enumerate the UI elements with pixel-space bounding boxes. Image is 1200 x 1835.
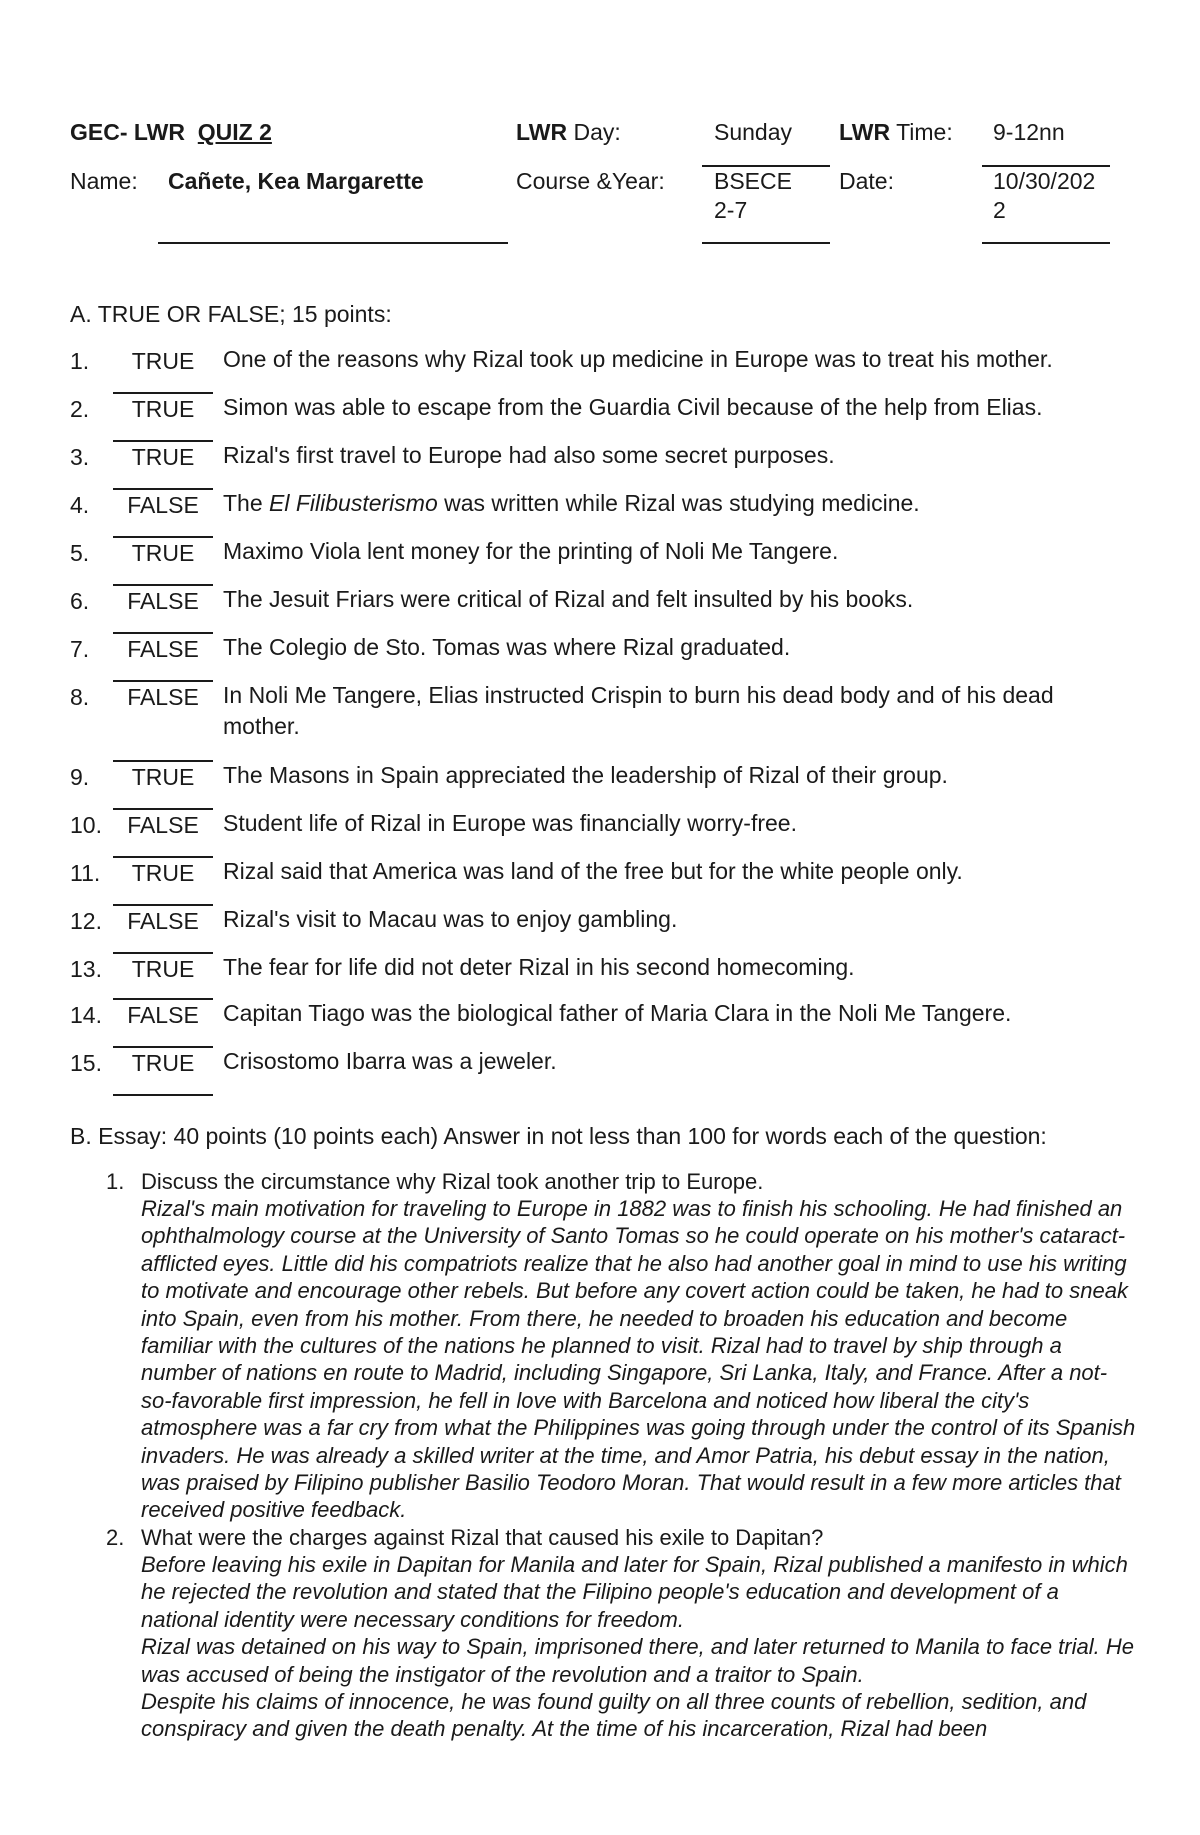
essay-question-2 <box>106 1524 1136 1743</box>
answer-underline <box>113 856 213 858</box>
statement: The Colegio de Sto. Tomas was where Rizal graduated. <box>223 634 791 660</box>
date-label: Date: <box>839 168 894 194</box>
item-number: 10. <box>70 812 102 838</box>
answer-underline <box>113 680 213 682</box>
answer-value: FALSE <box>127 1002 199 1028</box>
essay-answer-paragraph: Despite his claims of innocence, he was found guilty on all three counts of rebellion, sedition, and conspiracy and given the death penalty. At the time of his incarceration, Rizal had been <box>141 1688 1087 1742</box>
answer-underline <box>113 952 213 954</box>
answer-underline <box>113 392 213 394</box>
statement: Crisostomo Ibarra was a jeweler. <box>223 1048 557 1074</box>
quiz-label: QUIZ 2 <box>197 119 272 145</box>
statement: Rizal said that America was land of the free but for the white people only. <box>223 858 963 884</box>
item-number: 4. <box>70 492 90 518</box>
answer-underline <box>113 1094 213 1096</box>
answer-underline <box>113 998 213 1000</box>
essay-answer-paragraph: Before leaving his exile in Dapitan for Manila and later for Spain, Rizal published a manifesto in which he rejected the revolution and stated that the Filipino people's education and development of a national identity were necessary conditions for freedom. <box>141 1551 1128 1632</box>
answer-value: FALSE <box>127 492 199 518</box>
essay-question-text: Discuss the circumstance why Rizal took another trip to Europe. <box>141 1169 764 1194</box>
date-underline <box>982 242 1110 244</box>
essay-answer: Rizal's main motivation for traveling to Europe in 1882 was to finish his schooling. He had finished an ophthalmology course at the University of Santo Tomas so he could operate on his mother's cataract-afflicted eyes. Little did his compatriots realize that he also had another goal in mind to use his writing to motivate and encourage other rebels. But before any covert action could be taken, he had to sneak into Spain, even from his mother. From there, he needed to broaden his education and become familiar with the cultures of the nations he planned to visit. Rizal had to travel by ship through a number of nations en route to Madrid, including Singapore, Sri Lanka, Italy, and France. After a not-so-favorable first impression, he fell in love with Barcelona and noticed how liberal the city's atmosphere was a far cry from what the Philippines was going through under the control of its Spanish invaders. He was already a skilled writer at the time, and Amor Patria, his debut essay in the nation, was praised by Filipino publisher Basilio Teodoro Moran. That would result in a few more articles that received positive feedback. <box>141 1196 1136 1523</box>
answer-underline <box>113 488 213 490</box>
answer-underline <box>113 904 213 906</box>
answer-value: TRUE <box>131 444 195 470</box>
day-value: Sunday <box>714 119 793 145</box>
name-value: Cañete, Kea Margarette <box>168 168 424 194</box>
item-number: 12. <box>70 908 102 934</box>
answer-underline <box>113 440 213 442</box>
item-number: 1. <box>70 348 90 374</box>
item-number: 5. <box>70 540 90 566</box>
statement: Student life of Rizal in Europe was financially worry-free. <box>223 810 797 836</box>
item-number: 2. <box>70 396 90 422</box>
course-code-text: GEC- LWR <box>70 119 185 145</box>
item-number: 9. <box>70 764 90 790</box>
essay-answer-paragraph: Rizal was detained on his way to Spain, imprisoned there, and later returned to Manila to face trial. He was accused of being the instigator of the revolution and a traitor to Spain. <box>141 1634 1134 1687</box>
answer-value: FALSE <box>127 812 199 838</box>
statement-post: was written while Rizal was studying medicine. <box>437 490 920 516</box>
answer-value: TRUE <box>131 396 195 422</box>
name-underline <box>158 242 508 244</box>
time-label-text: Time: <box>896 119 953 145</box>
answer-value: TRUE <box>131 860 195 886</box>
section-a-title: A. TRUE OR FALSE; 15 points: <box>70 301 392 327</box>
item-number: 8. <box>70 684 90 710</box>
statement: The Jesuit Friars were critical of Rizal and felt insulted by his books. <box>223 586 914 612</box>
day-label-bold: LWR <box>516 119 568 145</box>
item-number: 3. <box>70 444 90 470</box>
date-line1: 10/30/202 <box>993 168 1096 194</box>
item-number: 14. <box>70 1002 102 1028</box>
statement: In Noli Me Tangere, Elias instructed Crispin to burn his dead body and of his dead mother. <box>223 682 1054 739</box>
answer-value: TRUE <box>131 540 195 566</box>
essay-question-1 <box>106 1168 1136 1524</box>
item-number: 7. <box>70 636 90 662</box>
course-year-label: Course &Year: <box>516 168 665 194</box>
statement-italic-title: El Filibusterismo <box>269 490 438 516</box>
answer-underline <box>113 808 213 810</box>
essay-number: 1. <box>106 1169 125 1194</box>
answer-value: TRUE <box>131 956 195 982</box>
course-year-line2: 2-7 <box>714 197 748 223</box>
time-label-bold: LWR <box>839 119 891 145</box>
date-line2: 2 <box>993 197 1006 223</box>
item-number: 13. <box>70 956 102 982</box>
statement: Capitan Tiago was the biological father of Maria Clara in the Noli Me Tangere. <box>223 1000 1012 1026</box>
item-number: 15. <box>70 1050 102 1076</box>
essay-question-text: What were the charges against Rizal that caused his exile to Dapitan? <box>141 1524 824 1550</box>
answer-underline <box>113 760 213 762</box>
statement: One of the reasons why Rizal took up medicine in Europe was to treat his mother. <box>223 346 1053 372</box>
answer-underline <box>113 584 213 586</box>
answer-value: FALSE <box>127 908 199 934</box>
course-year-line1: BSECE <box>714 168 792 194</box>
day-label-text: Day: <box>573 119 621 145</box>
statement: The Masons in Spain appreciated the leadership of Rizal of their group. <box>223 762 948 788</box>
answer-underline <box>113 536 213 538</box>
statement: Rizal's first travel to Europe had also some secret purposes. <box>223 442 835 468</box>
statement: Rizal's visit to Macau was to enjoy gambling. <box>223 906 678 932</box>
answer-value: FALSE <box>127 684 199 710</box>
statement: The fear for life did not deter Rizal in his second homecoming. <box>223 954 855 980</box>
answer-underline <box>113 632 213 634</box>
answer-value: FALSE <box>127 588 199 614</box>
answer-value: TRUE <box>131 764 195 790</box>
statement-pre: The <box>223 490 270 516</box>
section-b-title: B. Essay: 40 points (10 points each) Answer in not less than 100 for words each of the question: <box>70 1123 1047 1149</box>
course-year-underline <box>702 242 830 244</box>
statement: Maximo Viola lent money for the printing of Noli Me Tangere. <box>223 538 839 564</box>
item-number: 11. <box>70 860 101 886</box>
essay-list <box>106 1168 1136 1743</box>
answer-value: FALSE <box>127 636 199 662</box>
answer-value: TRUE <box>131 348 195 374</box>
item-number: 6. <box>70 588 90 614</box>
statement: Simon was able to escape from the Guardia Civil because of the help from Elias. <box>223 394 1043 420</box>
time-label <box>839 118 953 146</box>
day-label <box>516 118 621 146</box>
essay-number: 2. <box>106 1524 125 1550</box>
time-value: 9-12nn <box>993 119 1065 145</box>
answer-value: TRUE <box>131 1050 195 1076</box>
answer-underline <box>113 1046 213 1048</box>
statement <box>223 488 1103 519</box>
course-code <box>70 118 272 146</box>
name-label: Name: <box>70 168 138 194</box>
